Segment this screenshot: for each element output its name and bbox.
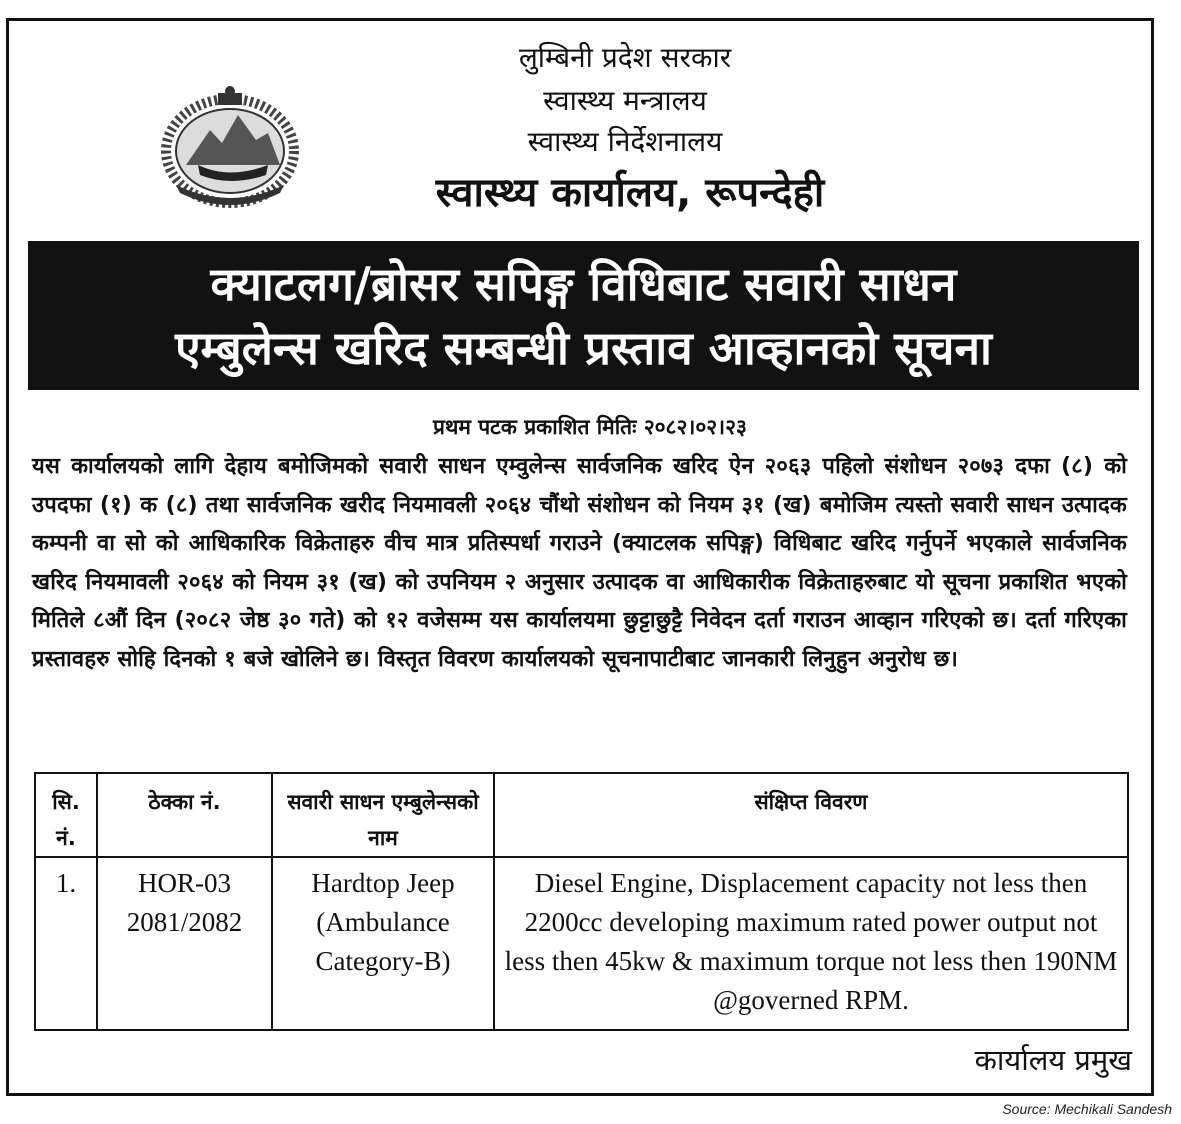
header-office: स्वास्थ्य कार्यालय, रूपन्देही bbox=[435, 170, 825, 216]
banner-line-1: क्याटलग/ब्रोसर सपिङ्ग विधिबाट सवारी साधन bbox=[210, 256, 957, 311]
cell-contract: HOR-03 2081/2082 bbox=[97, 857, 272, 1030]
notice-body: यस कार्यालयको लागि देहाय बमोजिमको सवारी साधन एम्वुलेन्स सार्वजनिक खरिद ऐन २०६३ पहिलो संशोधन २०७३ दफा (८) को उपदफा (१) क (८) तथा सार्वजनिक खरीद नियमावली २०६४ चौंथो संशोधन को नियम ३१ (ख) बमोजिम त्यस्तो सवारी साधन उत्पादक कम्पनी वा सो को आधिकारिक विक्रेताहरु वीच मात्र प्रतिस्पर्धा गराउने (क्याटलक सपिङ्ग) विधिबाट खरिद गर्नुपर्ने भएकाले सार्वजनिक खरिद नियमावली २०६४ को नियम ३१ (ख) को उपनियम २ अनुसार उत्पादक वा आधिकारीक विक्रेताहरुबाट यो सूचना प्रकाशित भएको मितिले ८औं दिन (२०८२ जेष्ठ ३० गते) को १२ वजेसम्म यस कार्यालयमा छुट्टाछुट्टै निवेदन दर्ता गराउन आव्हान गरिएको छ। दर्ता गरिएका प्रस्तावहरु सोहि दिनको १ बजे खोलिने छ। विस्तृत विवरण कार्यालयको सूचनापाटीबाट जानकारी लिनुहुन अनुरोध छ। bbox=[32, 454, 1127, 672]
cell-description: Diesel Engine, Displacement capacity not less then 2200cc developing maximum rated power output not less then 45kw & maximum torque not less then 190NM @governed RPM. bbox=[494, 857, 1128, 1030]
header-description: संक्षिप्त विवरण bbox=[494, 773, 1128, 857]
table-row bbox=[35, 857, 1128, 1030]
header-government: लुम्बिनी प्रदेश सरकार bbox=[518, 41, 732, 74]
table-header-row bbox=[35, 773, 1128, 857]
header-ministry: स्वास्थ्य मन्त्रालय bbox=[543, 84, 707, 117]
publish-date: २०८२।०२।२३ bbox=[643, 415, 747, 439]
publish-label: प्रथम पटक प्रकाशित मितिः bbox=[433, 415, 637, 439]
publish-date-line bbox=[300, 413, 880, 441]
banner-line-2: एम्बुलेन्स खरिद सम्बन्धी प्रस्ताव आव्हानको सूचना bbox=[175, 320, 992, 375]
header-sn: सि. नं. bbox=[35, 773, 97, 857]
cell-vehicle: Hardtop Jeep (Ambulance Category-B) bbox=[272, 857, 494, 1030]
header-vehicle: सवारी साधन एम्बुलेन्सको नाम bbox=[272, 773, 494, 857]
header-directorate: स्वास्थ्य निर्देशनालय bbox=[527, 125, 723, 158]
source-credit: Source: Mechikali Sandesh bbox=[1002, 1101, 1172, 1117]
title-banner bbox=[28, 241, 1139, 390]
items-table bbox=[34, 772, 1129, 1031]
header-contract: ठेक्का नं. bbox=[97, 773, 272, 857]
signature-office-chief: कार्यालय प्रमुख bbox=[974, 1043, 1132, 1077]
cell-sn: 1. bbox=[35, 857, 97, 1030]
